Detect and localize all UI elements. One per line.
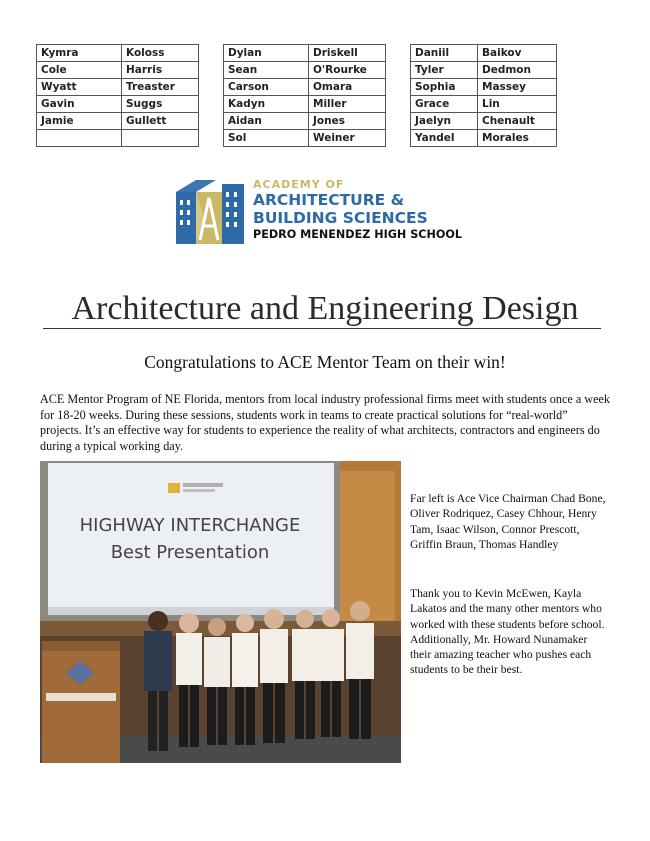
last-name-cell: Weiner [309,130,386,147]
first-name-cell: Kymra [37,45,122,62]
first-name-cell: Tyler [411,62,478,79]
page-title: Architecture and Engineering Design [71,290,579,327]
first-name-cell: Cole [37,62,122,79]
last-name-cell: Harris [122,62,199,79]
table-row [37,79,557,96]
last-name-cell: Jones [309,113,386,130]
table-row [37,96,557,113]
building-logo-icon [174,170,246,250]
column-gap [386,130,411,147]
last-name-cell: Omara [309,79,386,96]
team-photo [40,461,401,763]
column-gap [199,130,224,147]
table-row [37,62,557,79]
intro-paragraph: ACE Mentor Program of NE Florida, mentors from local industry professional firms meet with students once a week for 18-20 weeks. During these sessions, students work in teams to create practical solutions for “real-world” projects. It’s an effective way for students to experience the reality of what architects, contractors and engineers do during a typical working day. [40,392,610,453]
last-name-cell: Gullett [122,113,199,130]
column-gap [386,79,411,96]
first-name-cell: Carson [224,79,309,96]
student-names-table [36,44,557,147]
first-name-cell [37,130,122,147]
first-name-cell: Jamie [37,113,122,130]
column-gap [199,113,224,130]
screen-title-text: HIGHWAY INTERCHANGE [79,515,301,536]
photo-caption: Far left is Ace Vice Chairman Chad Bone, Oliver Rodriquez, Casey Chhour, Henry Tam, Isaac Wilson, Connor Prescott, Griffin Braun, Thomas Handley [410,492,606,551]
logo-academy-of: ACADEMY OF [253,178,345,191]
first-name-cell: Yandel [411,130,478,147]
column-gap [199,62,224,79]
table-row [37,45,557,62]
last-name-cell: Dedmon [478,62,557,79]
logo-building-sciences: BUILDING SCIENCES [253,209,428,227]
last-name-cell: Suggs [122,96,199,113]
column-gap [199,45,224,62]
first-name-cell: Sol [224,130,309,147]
screen-subtitle-text: Best Presentation [110,542,270,563]
first-name-cell: Jaelyn [411,113,478,130]
first-name-cell: Sophia [411,79,478,96]
title-underline [43,328,601,329]
first-name-cell: Sean [224,62,309,79]
congratulations-heading: Congratulations to ACE Mentor Team on their win! [144,352,506,372]
last-name-cell: Treaster [122,79,199,96]
table-row [37,130,557,147]
column-gap [386,45,411,62]
last-name-cell: Koloss [122,45,199,62]
column-gap [386,113,411,130]
first-name-cell: Wyatt [37,79,122,96]
last-name-cell: Driskell [309,45,386,62]
first-name-cell: Daniil [411,45,478,62]
last-name-cell: Miller [309,96,386,113]
logo-architecture: ARCHITECTURE & [253,191,405,209]
last-name-cell: Chenault [478,113,557,130]
last-name-cell: Massey [478,79,557,96]
logo-school-name: PEDRO MENENDEZ HIGH SCHOOL [253,228,462,241]
first-name-cell: Dylan [224,45,309,62]
first-name-cell: Kadyn [224,96,309,113]
first-name-cell: Aidan [224,113,309,130]
thank-you-paragraph: Thank you to Kevin McEwen, Kayla Lakatos and the many other mentors who worked with these students before school. Additionally, Mr. Howard Nunamaker their amazing teacher who pushes each students to be their best. [410,587,605,677]
last-name-cell: Lin [478,96,557,113]
first-name-cell: Grace [411,96,478,113]
last-name-cell [122,130,199,147]
column-gap [386,62,411,79]
column-gap [386,96,411,113]
academy-logo [174,170,474,250]
column-gap [199,79,224,96]
column-gap [199,96,224,113]
last-name-cell: Baikov [478,45,557,62]
table-row [37,113,557,130]
last-name-cell: Morales [478,130,557,147]
first-name-cell: Gavin [37,96,122,113]
last-name-cell: O'Rourke [309,62,386,79]
logo-text [253,178,462,241]
